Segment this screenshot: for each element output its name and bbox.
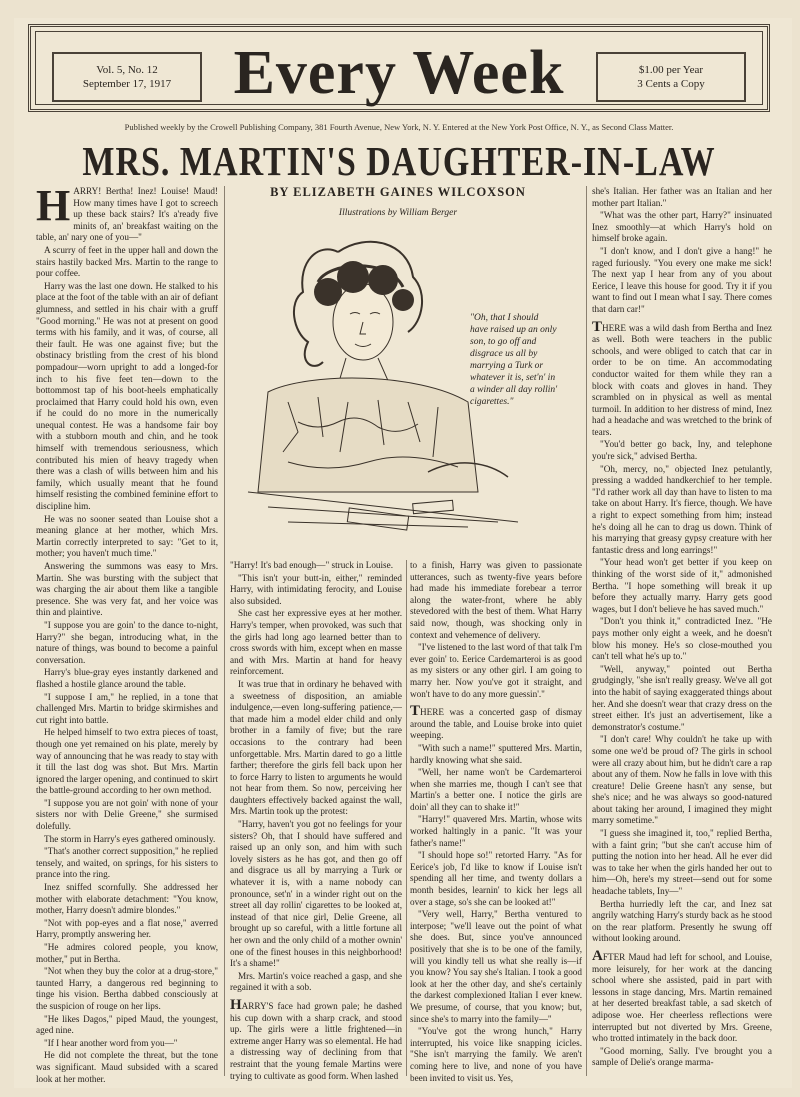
- illustration-caption: "Oh, that I should have raised up an only son, to go off and disgrace us all by marrying a Turk or whatever it is, set'n' in a winder all day rollin' cigarettes.": [470, 313, 558, 407]
- paragraph: "Harry, haven't you got no feelings for your sisters? Oh, that I should have suffered and raised up an only son, and him with such lovely sisters as he has got, and then go off and disgrace us all by marrying a Turk or whatever it is, with a name nobody can pronounce, set'n' in a winder right out on the street all day rollin' cigarettes to be looked at, instead of that nice girl, Delie Greene, all brought up so careful, with a little fortune all her own and the only child of a mother ownin' one of the finest houses in this neighborhood! It's a shame!": [230, 819, 402, 969]
- column-rule-2: [406, 560, 407, 1076]
- paragraph: "I suppose you are goin' to the dance to-night, Harry?" she began, introducing what, in the nature of things, was bound to become a painful conversation.: [36, 619, 218, 665]
- paragraph: He did not complete the threat, but the tone was significant. Maud subsided with a scared look at her mother.: [36, 1050, 218, 1084]
- paragraph: "I should hope so!" retorted Harry. "As for Eerice's job, I'd like to know if Louise isn't spending all her time, and twenty dollars a month besides, learnin' to kick her legs all over a stage, so's she can be looked at!": [410, 850, 582, 907]
- publisher-note: Published weekly by the Crowell Publishing Company, 381 Fourth Avenue, New York, N. Y. Entered at the New York Post Office, N. Y., as Second Class Matter.: [124, 122, 674, 132]
- paragraph: "I guess she imagined it, too," replied Bertha, with a faint grin; "but she can't accuse him of putting the notion into her head. All he ever did was to take her when the girls handed her out to him—Oh, here's my street—send out for some headache tablets, Iny—": [592, 828, 772, 897]
- paragraph: Bertha hurriedly left the car, and Inez sat angrily watching Harry's sturdy back as he stood on the rear platform. Presently he swung off without looking around.: [592, 898, 772, 944]
- paragraph: "Very well, Harry," Bertha ventured to interpose; "we'll leave out the point of what she does. But, since you've announced positively that she is to be one of the family, will you kindly tell us what she really is—if you know? You say she's Italian. I took a good look at her the other day, and she's certainly the darkest complexioned Italian I ever knew. We presume, of course, that you know; but, since she's to marry into the family—": [410, 909, 582, 1024]
- paragraph: He helped himself to two extra pieces of toast, though one yet remained on his plate, merely by way of announcing that he was ready to stay with it till the last dog was shot. But Mrs. Martin ignored the larger opening, and continued to skirt the battle-ground according to her own method.: [36, 727, 218, 796]
- paragraph: "He admires colored people, you know, mother," put in Bertha.: [36, 942, 218, 964]
- drop-cap: H: [36, 181, 71, 230]
- paragraph: "I don't know, and I don't give a hang!" he raged furiously. "You every one make me sick! The next yap I hear from any of you about Eerice, I leave this house for good. Try it if you want to find out I mean what I say. There comes that darn car!": [592, 245, 772, 314]
- paragraph: "What was the other part, Harry?" insinuated Inez smoothly—at which Harry's hold on himself broke again.: [592, 210, 772, 244]
- paragraph: "Well, anyway," pointed out Bertha grudgingly, "she isn't really greasy. We've all got into the habit of saying exaggerated things about her. And she doesn't wear that crazy dress on the street either. It's just an advertisement, like a demonstrator's costume.": [592, 663, 772, 732]
- section-initial: A: [592, 948, 603, 964]
- article-headline: MRS. MARTIN'S DAUGHTER-IN-LAW: [82, 140, 716, 185]
- paragraph: "I don't care! Why couldn't he take up with some one we'd be proud of? The girls in school were all crazy about him, but he didn't care a rap about any of them. Now he falls in love with this creature! Delie Greene hasn't any sense, but she's nice; and he was always so good-natured about taking her around, I imagined they might marry sometime.": [592, 734, 772, 826]
- section-initial: H: [230, 996, 242, 1013]
- paragraph: Inez sniffed scornfully. She addressed her mother with elaborate detachment: "You know, mother, Harry doesn't admire blondes.": [36, 882, 218, 916]
- column-rule-1: [224, 186, 225, 1076]
- paragraph: "I suppose you are not goin' with none of your sisters nor with Delie Greene," she surmised dolefully.: [36, 797, 218, 832]
- price-box: [596, 52, 746, 102]
- paragraph-text: HERE was a wild dash from Bertha and Inez as well. Both were teachers in the public schools, and were obliged to catch that car in order to be on time. An accommodating conductor waited for them while they ran a block with coats and gloves in hand. They scrambled on in physical as well as mental turmoil. In addition to her distress of mind, Inez had a headache and was wretched to the brink of tears.: [592, 322, 772, 437]
- paragraph: "Not when they buy the color at a drug-store," taunted Harry, a dangerous red beginning to tinge his vision. Bertha dabbed consciously at the suspicion of rouge on her lips.: [36, 966, 218, 1011]
- article-column-1: [36, 181, 218, 1084]
- paragraph: "This isn't your butt-in, either," reminded Harry, with intimidating ferocity, and Louise also subsided.: [230, 572, 402, 606]
- paragraph: She cast her expressive eyes at her mother. Harry's temper, when provoked, was such that the girls had long ago learned better than to cross swords with him, except when en masse and with Mrs. Martin at hand for heavy reinforcement.: [230, 608, 402, 677]
- paragraph-text: HERE was a concerted gasp of dismay around the table, and Louise broke into quiet weeping.: [410, 707, 582, 741]
- paragraph-text: FTER Maud had left for school, and Louise, more leisurely, for her work at the dancing school where she assisted, paid in part with lessons in stage dancing, Mrs. Martin remained at her deserted breakfast table, a sad sketch of adipose woe. Her cheerless reflections were interrupted but not diverted by Mrs. Greene, who trotted intimately in the back door.: [592, 952, 772, 1044]
- paragraph: [230, 996, 402, 1082]
- price-copy: 3 Cents a Copy: [637, 78, 705, 90]
- paragraph: "Don't you think it," contradicted Inez. "He pays mother only eight a week, and he doesn't blow his money. He's so close-mouthed you can't tell what he's up to.": [592, 616, 772, 662]
- paragraph: to a finish, Harry was given to passionate utterances, such as twenty-five years before had made his immediate forebear a terror along the water-front, where he ably stevedored with the best of them. What Harry said now, though, was shocking only in context and vehemence of delivery.: [410, 560, 582, 640]
- masthead: [28, 24, 770, 112]
- section-initial: T: [592, 318, 603, 335]
- paragraph: "Harry!" quavered Mrs. Martin, whose wits worked haltingly in a panic. "It was your father's name!": [410, 814, 582, 848]
- paragraph: "You've got the wrong hunch," Harry interrupted, his voice like snapping icicles. "She isn't marrying the family. We aren't coming here to live, and none of you have been invited to visit us. Yes,: [410, 1026, 582, 1083]
- issue-box: [52, 52, 202, 102]
- paragraph: [36, 181, 218, 244]
- paragraph: "I've listened to the last word of that talk I'm ever goin' to. Eerice Cardemarteroi is as good as my sisters or any other girl. I am going to marry her. Now you've got it straight, and won't have to do any more guessin'.": [410, 642, 582, 699]
- issue-date: September 17, 1917: [82, 78, 172, 90]
- paragraph: "Not with pop-eyes and a flat nose," averred Harry, promptly answering her.: [36, 917, 218, 940]
- article-column-2: [230, 560, 402, 1081]
- column-rule-3: [586, 186, 587, 1076]
- paragraph: A scurry of feet in the upper hall and down the stairs hastily backed Mrs. Martin to the range to pour coffee.: [36, 244, 218, 279]
- masthead-frame: [35, 31, 763, 105]
- paragraph: she's Italian. Her father was an Italian and her mother part Italian.": [592, 186, 772, 208]
- paragraph: "Your head won't get better if you keep on thinking of the worst side of it," admonished Bertha. "I hope something will break it up before they actually marry. Harry gets good wages, but I don't believe he has saved much.": [592, 557, 772, 614]
- price-year: $1.00 per Year: [638, 64, 704, 76]
- paragraph: [592, 948, 772, 1045]
- paragraph-text: ARRY! Bertha! Inez! Louise! Maud! How many times have I got to screech up these back stairs? It's a'ready five minits of, an' breakfast waiting on the table, an' nary one of you—": [36, 186, 218, 243]
- paragraph: "With such a name!" sputtered Mrs. Martin, hardly knowing what she said.: [410, 742, 582, 765]
- section-initial: T: [410, 703, 421, 720]
- illustration-credit: Illustrations by William Berger: [338, 208, 458, 218]
- paragraph: "That's another correct supposition," he replied tensely, and waited, on springs, for his sisters to prance into the ring.: [36, 846, 218, 880]
- article-byline: BY ELIZABETH GAINES WILCOXSON: [270, 185, 526, 199]
- paragraph: [410, 703, 582, 742]
- paragraph: Mrs. Martin's voice reached a gasp, and she regained it with a sob.: [230, 970, 402, 993]
- paragraph: "If I hear another word from you—": [44, 1037, 178, 1048]
- paragraph: "Good morning, Sally. I've brought you a sample of Delie's orange marma-: [592, 1045, 772, 1068]
- article-column-4: [592, 186, 772, 1076]
- paragraph: [592, 318, 772, 439]
- paragraph: "Oh, mercy, no," objected Inez petulantly, pressing a wadded handkerchief to her temple. "I'd rather work all day than have to listen to ma take on about Harry. It's fierce, though. We have a right to expect something from him; instead he's doing all he can to drag us down. Think of his marrying that greasy gypsy creature with her fantastic dress and long earrings!": [592, 463, 772, 555]
- paragraph: "I suppose I am," he replied, in a tone that challenged Mrs. Martin to bridge skirmishes and cut right into battle.: [36, 691, 218, 725]
- paragraph: The storm in Harry's eyes gathered ominously.: [44, 833, 216, 844]
- volume: Vol. 5, No. 12: [96, 64, 158, 76]
- paragraph: Harry's blue-gray eyes instantly darkened and flashed a hostile glance around the table.: [36, 667, 218, 689]
- article-column-3: [410, 560, 582, 1083]
- paragraph: It was true that in ordinary he behaved with a sweetness of disposition, an amiable indulgence,—even long-suffering patience,—that made him a model elder child and only brother in a family of five; but the rare occasions to the contrary had been unforgettable. Mrs. Martin dared to go a little farther; therefore the girls fell back upon her to force Harry to listen to arguments he would not hear from them. So now, perceiving her daughters effectively backed against the wall, Mrs. Martin took up the protest:: [230, 678, 402, 817]
- paragraph: "He likes Dagos," piped Maud, the youngest, aged nine.: [36, 1013, 218, 1036]
- paragraph: "Harry! It's bad enough—" struck in Louise.: [230, 560, 394, 570]
- magazine-title: Every Week: [233, 39, 565, 107]
- paragraph-text: ARRY'S face had grown pale; he dashed his cup down with a sharp crack, and stood up. The girls were a little frightened—in extreme anger Harry was so elemental. He had a distressing way of declining from that restraint that the young female Martins were trying to cultivate as good form. When lashed: [230, 1000, 402, 1081]
- paragraph: "Well, her name won't be Cardemarteroi when she marries me, though I can't see that Martin's a better one. I notice the girls are doin' all they can to shake it!": [410, 767, 582, 812]
- paragraph: He was no sooner seated than Louise shot a meaning glance at her mother, which Mrs. Martin correctly interpreted to say: "Get to it, mother; you haven't much time.": [36, 513, 218, 559]
- paragraph: "You'd better go back, Iny, and telephone you're sick," advised Bertha.: [592, 439, 772, 462]
- paragraph: Harry was the last one down. He stalked to his place at the foot of the table with an air of defiant glumness, and settled in his chair with a gruff "Good morning." He was not at present on good terms with his family, and it was, of course, all their fault. He was one against five; but the obstinacy bristling from the crest of his blond pompadour—worn upright to add a longed-for inch to his five feet ten—down to the bottommost tap of his boot-heels emphatically proclaimed that Harry could hold his own, even if he could do no more in the numerically unequal contest. He was a handsome fair boy with a stubborn mouth and chin, and he took himself with tremendous seriousness, which contributed his mien of heavy tragedy when there was a clash of wills between him and his family, which usually meant that he found himself resisting the combined feminine effort to discipline him.: [36, 280, 218, 512]
- paragraph: Answering the summons was easy to Mrs. Martin. She was bursting with the subject that was charging the air about them like a tangible presence. She was very fat, and her voice was thin and plaintive.: [36, 561, 218, 618]
